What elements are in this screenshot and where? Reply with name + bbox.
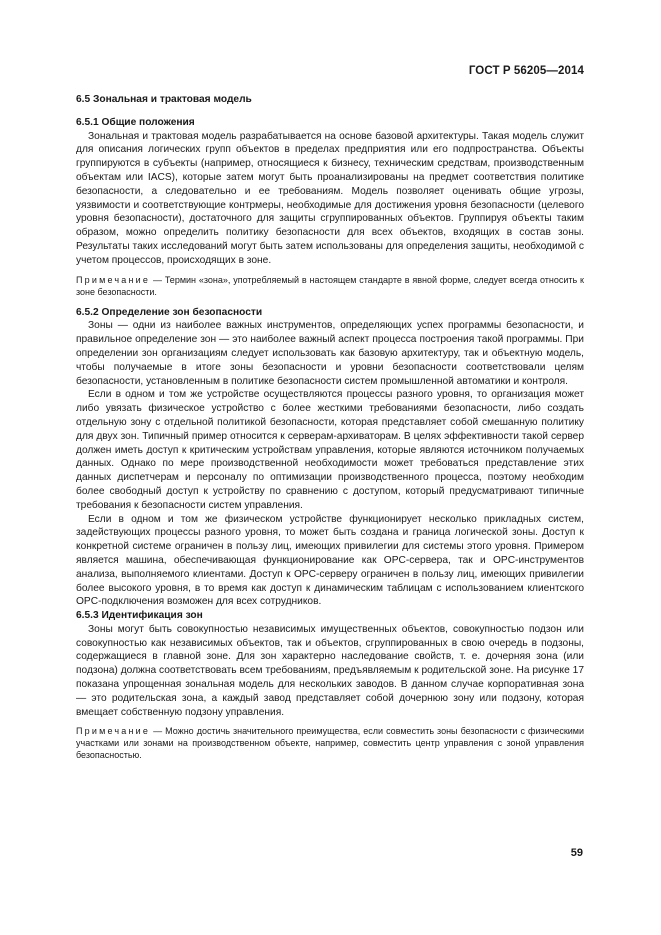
paragraph-identification: Зоны могут быть совокупностью независимых имущественных объектов, совокупностью подзон или совокупностью как независимых объектов, так и объектов, сгруппированных в свою очередь в подзоны, содержащиеся в главной зоне. Для зон характерно наследование свойств, т. е. дочерняя зона (или подзона) должна соответствовать всем требованиям, предъявляемым к родительской зоне. На рисунке 17 показана упрощенная зональная модель для нескольких заводов. В данном случае корпоративная зона — это родительская зона, а каждый завод представляет собой дочернюю зону или подзону, которая вмещает собственную подзону управления. — [76, 623, 584, 718]
subsection-title-general: 6.5.1 Общие положения — [76, 116, 195, 128]
note-label: Примечание — [76, 274, 151, 285]
note-label: Примечание — [76, 726, 151, 737]
note-text: — Можно достичь значительного преимущества, если совместить зоны безопасности с физическими участками или зонами на производственном объекте, например, совместить центр управления с зоной управления безопасностью. — [76, 726, 584, 761]
note-advantage — [76, 725, 584, 761]
section-title: 6.5 Зональная и трактовая модель — [76, 94, 252, 105]
page-number: 59 — [570, 847, 583, 859]
paragraph-zones-3: Если в одном и том же физическом устройстве функционирует несколько прикладных систем, задействующих процессы разного уровня, то может быть создана и граница логической зоны. Доступ к конкретной системе ограничен в пользу лиц, имеющих привилегии для системы этого уровня. Примером является машина, обеспечивающая функционирование как OPC-сервера, так и OPC-инструментов анализа, выполняемого клиентами. Доступ к OPC-серверу ограничен в пользу лиц, имеющих привилегии более высокого уровня, в то время как доступ к динамическим таблицам с использованием клиентского OPC-подключения возможен для всех сотрудников. — [76, 513, 584, 608]
standard-header: ГОСТ Р 56205—2014 — [468, 65, 584, 77]
paragraph-zones-1: Зоны — одни из наиболее важных инструментов, определяющих успех программы безопасности, и правильное определение зон — это наиболее важный аспект процесса построения такой программы. При определении зон организациям следует использовать как базовую архитектуру, так и объектную модель, чтобы получаемые в итоге зоны безопасности и уровни безопасности соответствовали целям безопасности, установленным в политике безопасности систем промышленной автоматики и контроля. — [76, 320, 584, 387]
note-text: — Термин «зона», употребляемый в настоящем стандарте в явной форме, следует всегда относить к зоне безопасности. — [76, 274, 584, 297]
subsection-title-identification: 6.5.3 Идентификация зон — [76, 610, 203, 622]
document-body — [76, 93, 584, 769]
paragraph-general: Зональная и трактовая модель разрабатывается на основе базовой архитектуры. Такая модель служит для описания логических групп объектов в пределах предприятия или его подпространства. Объекты группируются в субъекты (например, относящиеся к бизнесу, техническим средствам, производственным объектам или IACS), которые затем могут быть проанализированы на предмет соответствия политике безопасности, а следовательно и ее требованиям. Модель позволяет оценивать общие угрозы, уязвимости и соответствующие контрмеры, необходимые для достижения уровня безопасности (целевого уровня безопасности), достаточного для защиты сгруппированных объектов. Группируя объекты таким образом, можно определить политику безопасности для всех объектов, входящих в состав зоны. Результаты таких исследований могут быть затем использованы для определения защиты, необходимой с учетом процессов, происходящих в зоне. — [76, 130, 584, 266]
subsection-title-zones: 6.5.2 Определение зон безопасности — [76, 306, 263, 318]
note-zone-term — [76, 274, 584, 298]
paragraph-zones-2: Если в одном и том же устройстве осуществляются процессы разного уровня, то организация может либо увязать физическое устройство с более жесткими требованиями безопасности, либо создать отдельную зону с отдельной политикой безопасности, которая представляет собой смешанную политику для двух зон. Типичный пример относится к серверам-архиваторам. В целях эффективности такой сервер должен иметь доступ к критическим устройствам управления, которые являются источником получаемых данных. Однако по мере производственной необходимости может требоваться представление этих данных диспетчерам и персоналу по оптимизации производственного процесса, поэтому необходим более свободный доступ к устройству по сравнению с доступом, который предусматривают типичные требования к безопасности систем управления. — [76, 389, 584, 511]
